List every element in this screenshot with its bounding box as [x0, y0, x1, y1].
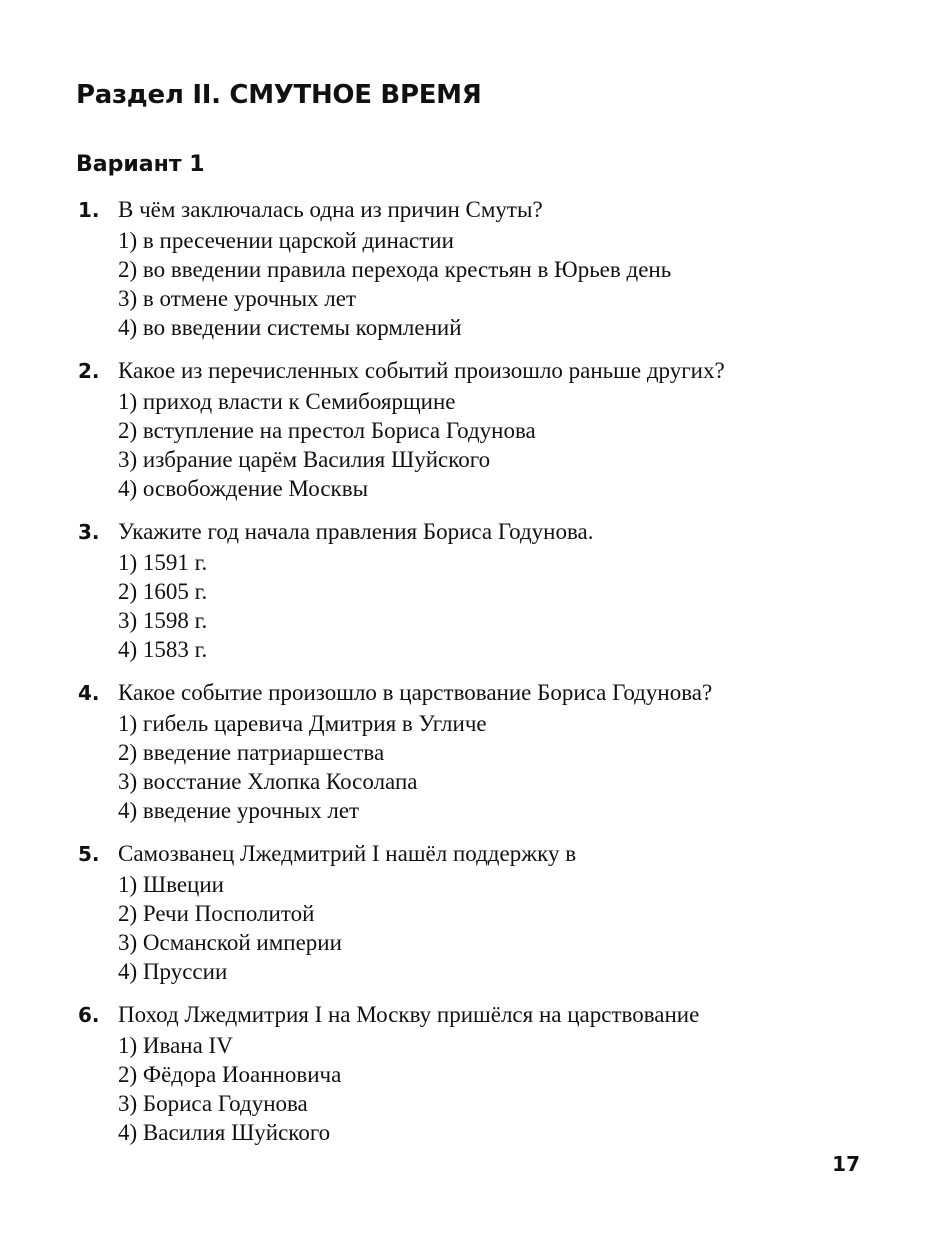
- answer-option: 2) Фёдора Иоанновича: [118, 1062, 342, 1087]
- question-1: [0, 194, 933, 342]
- answer-option: 4) во введении системы кормлений: [118, 315, 462, 340]
- answer-options: [0, 548, 933, 664]
- answer-option: 1) 1591 г.: [118, 550, 208, 575]
- answer-option: 1) приход власти к Семибоярщине: [118, 389, 456, 414]
- answer-option: 2) 1605 г.: [118, 579, 208, 604]
- answer-option: 3) Османской империи: [118, 930, 342, 955]
- question-text: Укажите год начала правления Бориса Годунова.: [118, 519, 594, 544]
- question-list: [0, 194, 933, 1160]
- page-number: 17: [832, 1152, 860, 1176]
- answer-option: 1) Ивана IV: [118, 1033, 233, 1058]
- question-text: Самозванец Лжедмитрий I нашёл поддержку в: [118, 841, 577, 866]
- answer-option: 4) Пруссии: [118, 959, 228, 984]
- answer-option: 4) 1583 г.: [118, 637, 208, 662]
- answer-option: 3) 1598 г.: [118, 608, 208, 633]
- question-4: [0, 677, 933, 825]
- question-number: 5.: [78, 842, 100, 866]
- answer-options: [0, 709, 933, 825]
- question-header: [0, 516, 933, 548]
- question-header: [0, 355, 933, 387]
- question-number: 6.: [78, 1003, 100, 1027]
- answer-options: [0, 1031, 933, 1147]
- question-text: Какое из перечисленных событий произошло раньше других?: [118, 358, 725, 383]
- question-2: [0, 355, 933, 503]
- answer-option: 2) вступление на престол Бориса Годунова: [118, 418, 536, 443]
- answer-option: 4) Василия Шуйского: [118, 1120, 331, 1145]
- question-6: [0, 999, 933, 1147]
- question-number: 4.: [78, 681, 100, 705]
- answer-option: 2) во введении правила перехода крестьян в Юрьев день: [118, 257, 672, 282]
- answer-options: [0, 870, 933, 986]
- question-header: [0, 999, 933, 1031]
- question-3: [0, 516, 933, 664]
- answer-option: 3) Бориса Годунова: [118, 1091, 308, 1116]
- answer-option: 3) восстание Хлопка Косолапа: [118, 769, 418, 794]
- variant-title: Вариант 1: [76, 152, 205, 177]
- question-5: [0, 838, 933, 986]
- question-number: 1.: [78, 198, 100, 222]
- answer-option: 2) введение патриаршества: [118, 740, 385, 765]
- question-header: [0, 194, 933, 226]
- answer-option: 3) в отмене урочных лет: [118, 286, 357, 311]
- answer-options: [0, 226, 933, 342]
- answer-option: 4) освобождение Москвы: [118, 476, 369, 501]
- question-header: [0, 677, 933, 709]
- question-text: В чём заключалась одна из причин Смуты?: [118, 197, 543, 222]
- section-title: Раздел II. СМУТНОЕ ВРЕМЯ: [76, 80, 482, 110]
- question-text: Какое событие произошло в царствование Бориса Годунова?: [118, 680, 713, 705]
- answer-options: [0, 387, 933, 503]
- answer-option: 3) избрание царём Василия Шуйского: [118, 447, 491, 472]
- question-text: Поход Лжедмитрия I на Москву пришёлся на царствование: [118, 1002, 700, 1027]
- question-header: [0, 838, 933, 870]
- answer-option: 2) Речи Посполитой: [118, 901, 315, 926]
- question-number: 3.: [78, 520, 100, 544]
- answer-option: 1) в пресечении царской династии: [118, 228, 454, 253]
- question-number: 2.: [78, 359, 100, 383]
- answer-option: 1) Швеции: [118, 872, 224, 897]
- answer-option: 4) введение урочных лет: [118, 798, 360, 823]
- answer-option: 1) гибель царевича Дмитрия в Угличе: [118, 711, 487, 736]
